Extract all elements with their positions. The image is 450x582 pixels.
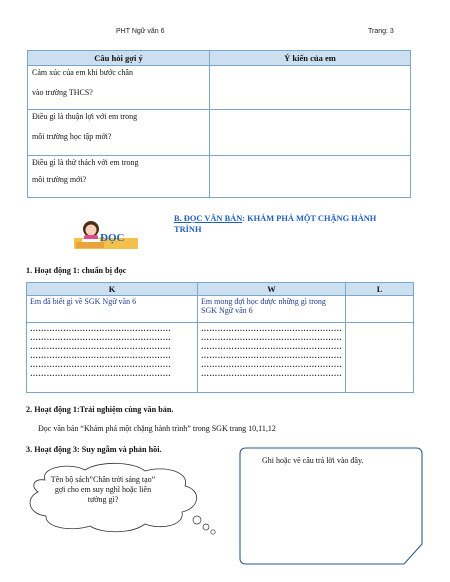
question-line: vào trường THCS? [32,88,93,97]
section-b-prefix: B. ĐỌC VĂN BẢN [174,214,243,223]
activity2-heading: 2. Hoạt động 1:Trải nghiệm cùng văn bản. [26,405,174,414]
dotted-line: …………………………………………… [30,324,172,333]
kwl-header-w: W [198,283,346,296]
col-header-question: Câu hỏi gợi ý [28,51,210,66]
activity3-heading: 3. Hoạt động 3: Suy ngẫm và phản hồi. [26,445,162,454]
kwl-answer-k[interactable] [27,323,198,393]
dotted-line: …………………………………………… [30,360,172,369]
kwl-prompt-w: Em mong đợi học được những gì trong SGK Ngữ văn 6 [201,297,326,316]
kwl-answer-l[interactable] [346,323,414,393]
table-row [28,156,411,198]
kwl-header-l: L [346,283,414,296]
answer-box-text[interactable]: Ghi hoặc vẽ câu trả lời vào đây. [262,456,364,465]
activity2-text: Đọc văn bản “Khám phá một chặng hành trình” trong SGK trang 10,11,12 [38,424,276,433]
answer-cell[interactable] [210,66,411,110]
dotted-line: …………………………………………… [201,360,343,369]
table-row [28,66,411,110]
section-b-title [174,214,404,235]
kwl-table [26,282,414,393]
col-header-opinion: Ý kiến của em [210,51,411,66]
dotted-line: …………………………………………… [30,369,172,378]
page-number: Trang: 3 [368,28,394,35]
dotted-line: …………………………………………… [201,324,343,333]
question-line: Điều gì là thử thách với em trong [32,158,139,167]
question-line: môi trường mới? [32,175,87,184]
kwl-prompt-k: Em đã biết gì về SGK Ngữ văn 6 [30,297,137,306]
kwl-header-k: K [27,283,198,296]
dotted-line: …………………………………………… [30,333,172,342]
answer-cell[interactable] [210,110,411,156]
thought-bubble-text: Tên bộ sách”Chân trời sáng tạo” gợi cho em suy nghĩ hoặc liên tưởng gì? [50,475,156,504]
section-b-rest: : KHÁM PHÁ MỘT CHẶNG HÀNH TRÌNH [174,214,377,234]
reading-label: ĐỌC [100,232,125,244]
question-line: Điều gì là thuận lợi với em trong [32,112,138,121]
kwl-answer-w[interactable] [198,323,346,393]
dotted-line: …………………………………………… [201,351,343,360]
header-left: PHT Ngữ văn 6 [116,28,165,35]
answer-cell[interactable] [210,156,411,198]
activity1-heading: 1. Hoạt động 1: chuẩn bị đọc [26,266,127,275]
question-line: Cảm xúc của em khi bước chân [32,68,133,77]
kwl-cell-l[interactable] [346,296,414,323]
dotted-line: …………………………………………… [201,342,343,351]
question-line: môi trường học tập mới? [32,132,112,141]
dotted-line: …………………………………………… [201,369,343,378]
question-table [27,50,411,198]
dotted-line: …………………………………………… [30,342,172,351]
dotted-line: …………………………………………… [201,333,343,342]
table-row [28,110,411,156]
dotted-line: …………………………………………… [30,351,172,360]
